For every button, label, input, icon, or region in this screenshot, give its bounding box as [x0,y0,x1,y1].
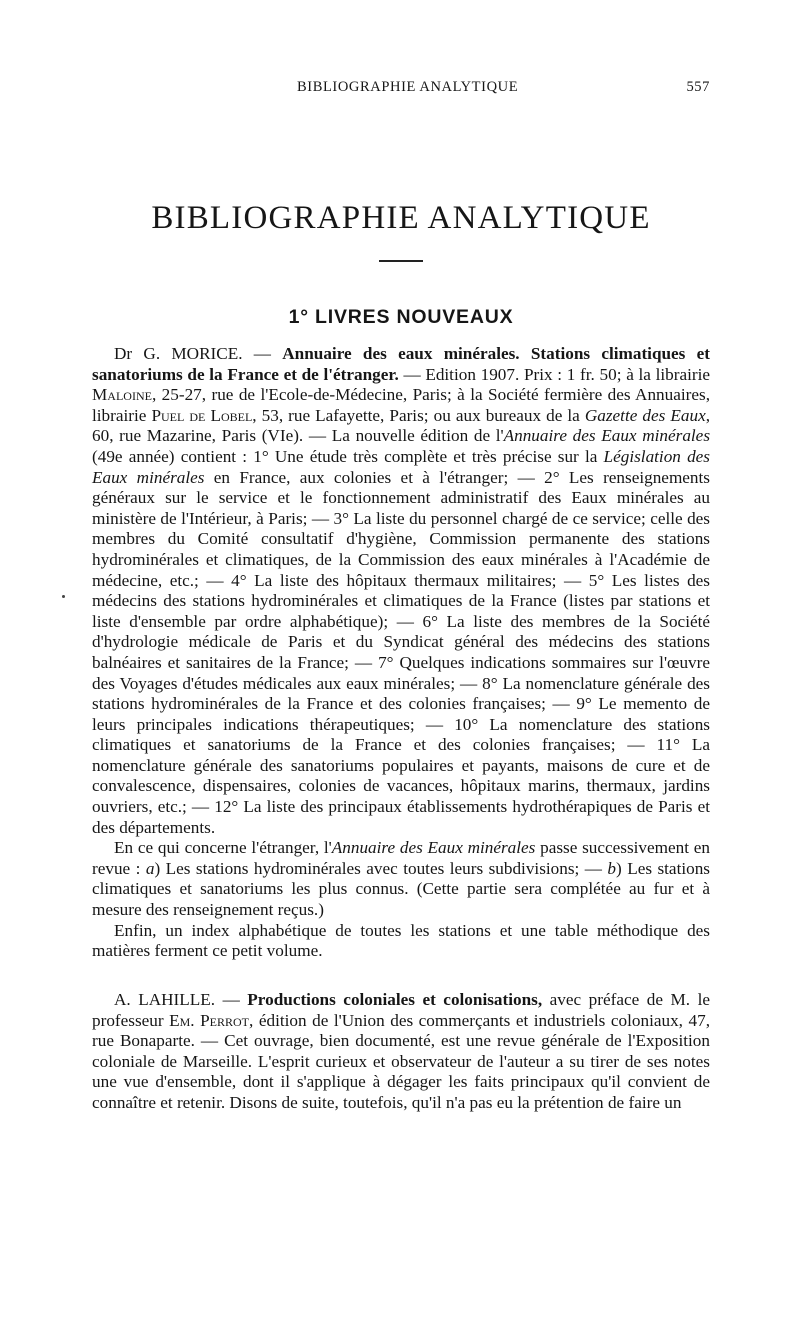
title-divider [379,260,423,262]
text-run: , 53, rue Lafayette, Paris; ou aux bureaux de la [252,405,585,425]
text-run: , 60, rue Mazarine, Paris (VIe). — La nouvelle édition de l' [92,405,710,446]
text-run: Puel de Lobel [151,405,253,425]
text-run: ) Les stations hydrominérales avec toutes leurs subdivisions; — [154,858,608,878]
text-run: — Edition 1907. Prix : 1 fr. 50; à la librairie [398,364,710,384]
page-number: 557 [686,79,710,95]
text-run: en France, aux colonies et à l'étranger; — 2° Les renseignements généraux sur le service et le fonctionnement administratif des Eaux minérales au ministère de l'Intérieur, à Paris; — 3° La liste du personnel chargé de ce service; celle des membres du Comité consultatif d'hygiène, Commission permanente des stations hydrominérales et climatiques, de la Commission des eaux minérales à l'Académie de médecine, etc.; — 4° La liste des hôpitaux thermaux militaires; — 5° Les listes des médecins des stations hydrominérales et climatiques de la France (listes par stations et liste d'ensemble par ordre alphabétique); — 6° La liste des membres de la Société d'hydrologie médicale de Paris et du Syndicat général des médecins des stations balnéaires et sanitaires de la France; — 7° Quelques indications sommaires sur l'œuvre des Voyages d'études médicales aux eaux minérales; — 8° La nomenclature générale des stations hydrominérales de la France et des colonies françaises; — 9° Le memento de leurs principales indications thérapeutiques; — 10° La nomenclature des stations climatiques et sanatoriums de la France et des colonies françaises; — 11° La nomenclature générale des sanatoriums populaires et payants, maisons de cure et de convalescence, dispensaires, colonies de vacances, hôpitaux marins, thermaux, jardins ouvriers, etc.; — 12° La liste des principaux établissements hydrothérapiques de Paris et des départements. [92,467,710,837]
text-run: a [145,858,155,878]
entry-paragraph [92,921,710,962]
print-speck [62,595,65,598]
running-title: BIBLIOGRAPHIE ANALYTIQUE [297,79,519,95]
text-run: En ce qui concerne l'étranger, l' [114,838,332,858]
entry-paragraph [92,838,710,920]
text-run: (49e année) contient : 1° Une étude très complète et très précise sur la [92,446,604,466]
text-run: avec préface de M. le professeur [92,990,710,1030]
text-run: , 25-27, rue de l'Ecole-de-Médecine, Paris; à la Société fermière des Annuaires, librairie [92,385,710,425]
text-run: A. LAHILLE. — [114,990,248,1009]
text-run: Maloine [92,385,152,405]
bibliography-entry-morice [92,344,710,962]
running-header [92,79,710,99]
text-run: Annuaire des Eaux minérales [331,838,536,858]
text-run: , édition de l'Union des commerçants et industriels coloniaux, 47, rue Bonaparte. — Cet ouvrage, bien documenté, est une revue générale de l'Exposition coloniale de Marseille. L'esprit curieux et observateur de l'auteur a su tirer de ses notes une vue d'ensemble, dont il s'applique à dégager les faits principaux qu'il convient de connaître et retenir. Disons de suite, toutefois, qu'il n'a pas eu la prétention de faire un [92,1010,710,1112]
text-run: ) Les stations climatiques et sanatoriums les plus connus. (Cette partie sera complétée au fur et à mesure des renseignement reçus.) [92,858,710,920]
section-heading: 1° LIVRES NOUVEAUX [288,306,514,328]
entry-paragraph [92,990,710,1114]
text-run: passe successivement en revue : [92,838,710,878]
page-title: BIBLIOGRAPHIE ANALYTIQUE [151,200,651,236]
entry-paragraph [92,344,710,838]
text-run: Annuaire des Eaux minérales [503,426,711,446]
text-run: b [607,858,617,878]
text-run: Enfin, un index alphabétique de toutes les stations et une table méthodique des matières ferment ce petit volume. [92,920,710,961]
text-run: Em. Perrot [169,1010,250,1030]
text-run: Productions coloniales et colonisations, [247,990,543,1009]
text-run: Législation des Eaux minérales [92,446,710,487]
bibliography-entry-lahille [92,990,710,1114]
text-run: Dr G. MORICE. — [114,344,283,363]
text-run: Annuaire des eaux minérales. Stations climatiques et sanatoriums de la France et de l'étranger. [92,344,710,384]
text-run: Gazette des Eaux [584,405,706,425]
